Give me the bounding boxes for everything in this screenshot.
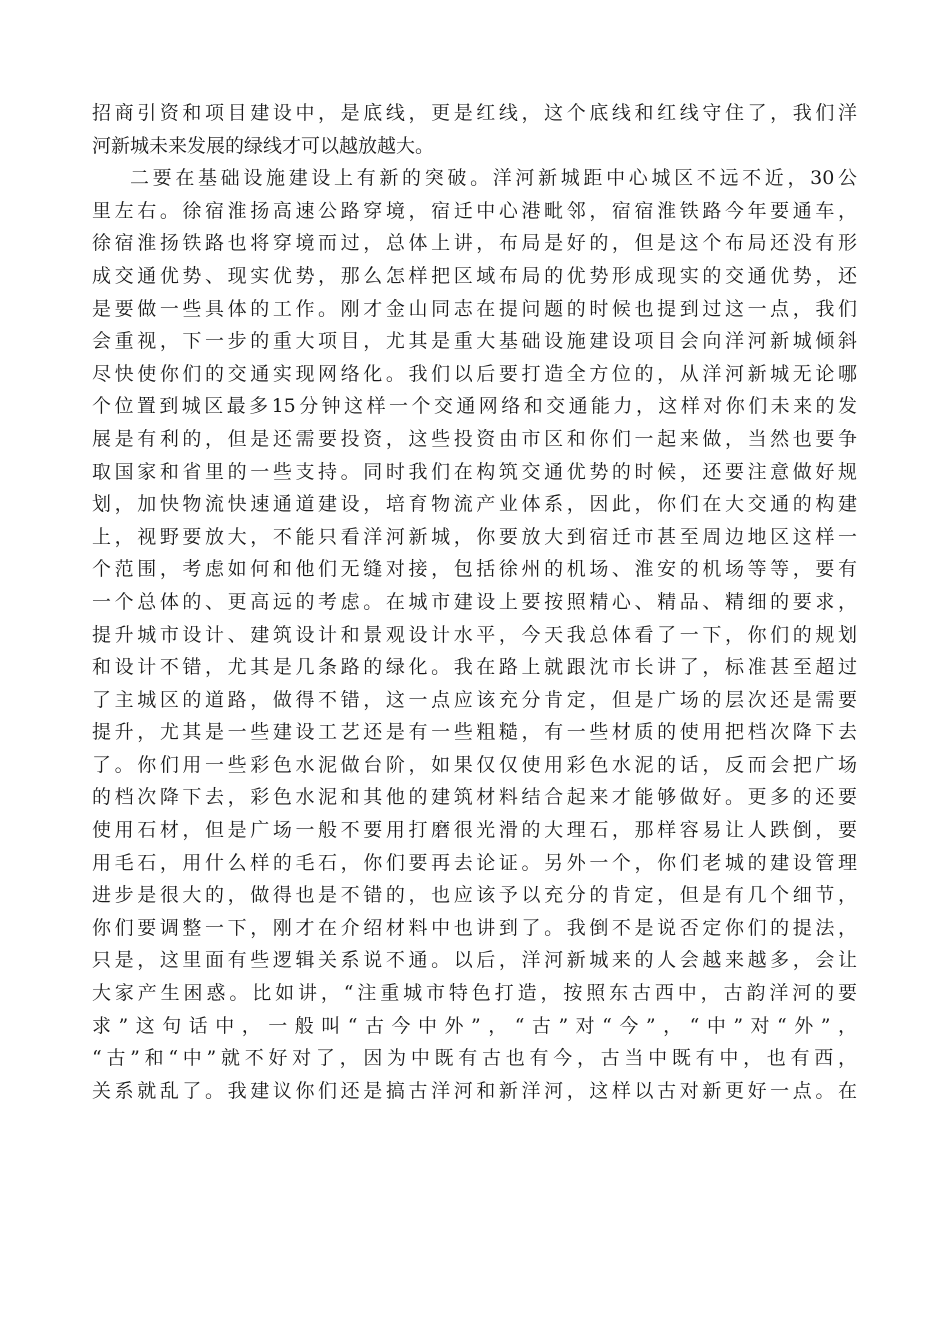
text-line: 里左右。徐宿淮扬高速公路穿境，宿迁中心港毗邻，宿宿淮铁路今年要通车，: [92, 199, 857, 222]
text-line: 河新城未来发展的绿线才可以越放越大。: [92, 134, 435, 157]
text-line: 尽快使你们的交通实现网络化。我们以后要打造全方位的，从洋河新城无论哪: [92, 362, 857, 385]
text-line: 提升，尤其是一些建设工艺还是有一些粗糙，有一些材质的使用把档次降下去: [92, 721, 857, 744]
text-line: 用毛石，用什么样的毛石，你们要再去论证。另外一个，你们老城的建设管理: [92, 851, 857, 874]
document-page: [92, 97, 857, 1107]
text-line: 上，视野要放大，不能只看洋河新城，你要放大到宿迁市甚至周边地区这样一: [92, 525, 857, 548]
text-line: 展是有利的，但是还需要投资，这些投资由市区和你们一起来做，当然也要争: [92, 427, 857, 450]
text-line: 招商引资和项目建设中，是底线，更是红线，这个底线和红线守住了，我们洋: [92, 102, 857, 124]
text-line: 你们要调整一下，刚才在介绍材料中也讲到了。我倒不是说否定你们的提法，: [92, 916, 857, 939]
text-line: 个位置到城区最多15分钟这样一个交通网络和交通能力，这样对你们未来的发: [92, 395, 857, 418]
paragraph-start-line: 二要在基础设施建设上有新的突破。洋河新城距中心城区不远不近，30公: [130, 167, 857, 190]
text-line: 只是，这里面有些逻辑关系说不通。以后，洋河新城来的人会越来越多，会让: [92, 949, 857, 972]
text-line: 关系就乱了。我建议你们还是搞古洋河和新洋河，这样以古对新更好一点。在: [92, 1079, 857, 1102]
text-line: 求”这句话中，一般叫“古今中外”，“古”对“今”，“中”对“外”，: [92, 1014, 857, 1037]
text-line: 会重视，下一步的重大项目，尤其是重大基础设施建设项目会向洋河新城倾斜: [92, 330, 857, 353]
text-line: 了主城区的道路，做得不错，这一点应该充分肯定，但是广场的层次还是需要: [92, 688, 857, 711]
text-line: 取国家和省里的一些支持。同时我们在构筑交通优势的时候，还要注意做好规: [92, 460, 857, 483]
text-line: 提升城市设计、建筑设计和景观设计水平，今天我总体看了一下，你们的规划: [92, 623, 857, 646]
text-line: 的档次降下去，彩色水泥和其他的建筑材料结合起来才能够做好。更多的还要: [92, 786, 857, 809]
text-line: 徐宿淮扬铁路也将穿境而过，总体上讲，布局是好的，但是这个布局还没有形: [92, 232, 857, 255]
text-line: 个范围，考虑如何和他们无缝对接，包括徐州的机场、淮安的机场等等，要有: [92, 558, 857, 581]
text-line: 和设计不错，尤其是几条路的绿化。我在路上就跟沈市长讲了，标准甚至超过: [92, 656, 857, 679]
text-line: “古”和“中”就不好对了，因为中既有古也有今，古当中既有中，也有西，: [92, 1047, 857, 1070]
text-line: 进步是很大的，做得也是不错的，也应该予以充分的肯定，但是有几个细节，: [92, 884, 857, 907]
text-line: 使用石材，但是广场一般不要用打磨很光滑的大理石，那样容易让人跌倒，要: [92, 819, 857, 842]
text-line: 划，加快物流快速通道建设，培育物流产业体系，因此，你们在大交通的构建: [92, 493, 857, 516]
text-line: 是要做一些具体的工作。刚才金山同志在提问题的时候也提到过这一点，我们: [92, 297, 857, 320]
text-line: 大家产生困惑。比如讲，“注重城市特色打造，按照东古西中，古韵洋河的要: [92, 982, 857, 1005]
text-line: 一个总体的、更高远的考虑。在城市建设上要按照精心、精品、精细的要求，: [92, 590, 857, 613]
text-line: 了。你们用一些彩色水泥做台阶，如果仅仅使用彩色水泥的话，反而会把广场: [92, 753, 857, 776]
text-line: 成交通优势、现实优势，那么怎样把区域布局的优势形成现实的交通优势，还: [92, 264, 857, 287]
